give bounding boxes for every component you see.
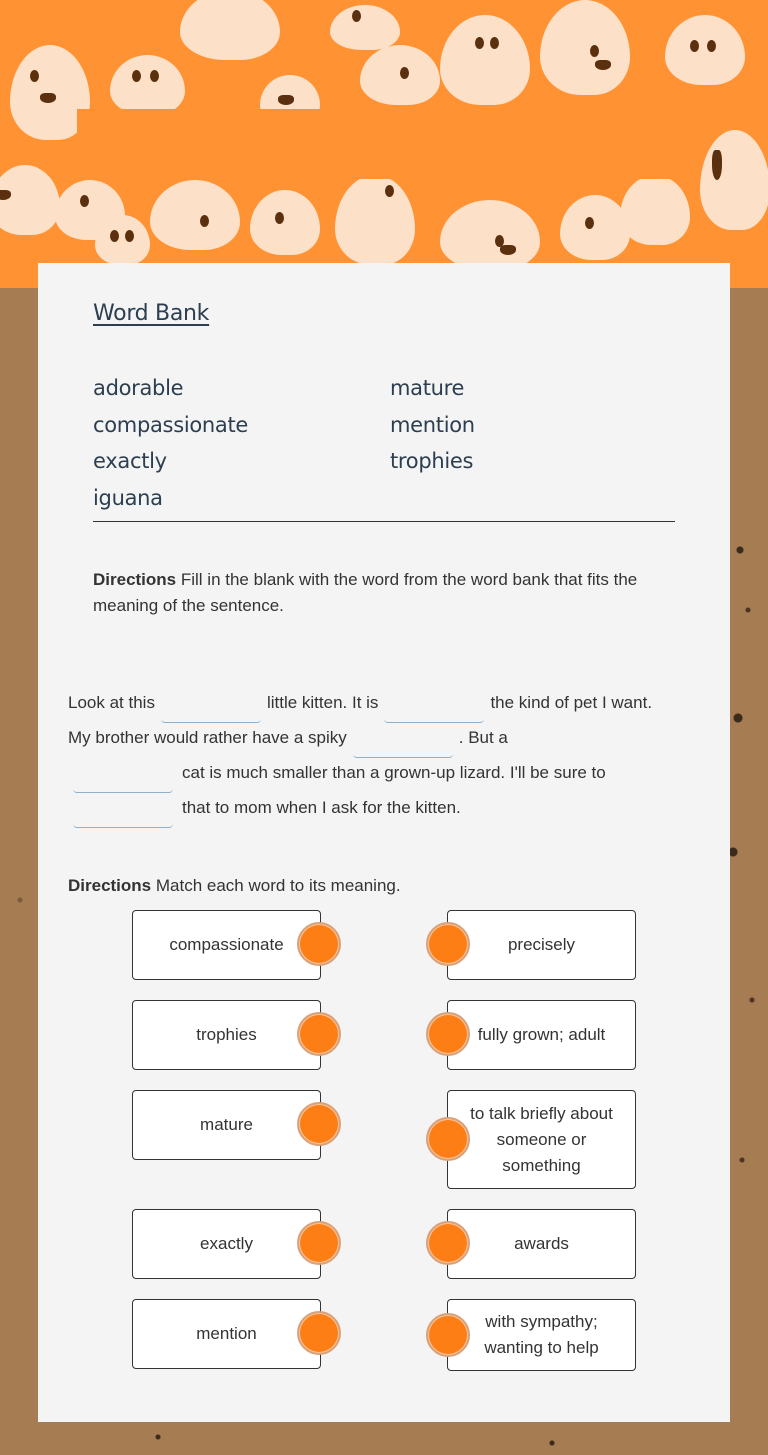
ghost-icon <box>360 45 440 105</box>
ghost-icon <box>150 180 240 250</box>
match-connector-dot[interactable] <box>297 1221 341 1265</box>
word-bank-item: adorable <box>93 376 184 400</box>
passage-text: little kitten. It is <box>266 693 379 712</box>
ghost-icon <box>540 0 630 95</box>
matching-directions <box>68 873 668 899</box>
ghost-icon <box>560 195 630 260</box>
directions-label: Directions <box>93 570 177 589</box>
blank-input-2[interactable] <box>384 701 484 723</box>
match-word-box[interactable] <box>132 910 321 980</box>
match-connector-dot[interactable] <box>297 1012 341 1056</box>
match-word-box[interactable] <box>132 1090 321 1160</box>
match-meaning: precisely <box>507 935 576 954</box>
match-word: mention <box>196 1324 257 1343</box>
word-bank-item: mature <box>390 376 465 400</box>
match-connector-dot[interactable] <box>297 1102 341 1146</box>
match-connector-dot[interactable] <box>426 1221 470 1265</box>
directions-text: Match each word to its meaning. <box>151 876 401 895</box>
match-connector-dot[interactable] <box>297 922 341 966</box>
directions-label: Directions <box>68 876 152 895</box>
match-meaning-box[interactable] <box>447 1209 636 1279</box>
match-meaning: awards <box>514 1234 569 1253</box>
match-meaning-box[interactable] <box>447 1299 636 1371</box>
ghost-icon <box>620 175 690 245</box>
word-bank-item: trophies <box>390 449 474 473</box>
blank-input-1[interactable] <box>161 701 261 723</box>
match-word-box[interactable] <box>132 1000 321 1070</box>
worksheet-title-box <box>77 109 691 179</box>
word-bank-item: exactly <box>93 449 167 473</box>
match-connector-dot[interactable] <box>297 1311 341 1355</box>
word-bank-divider <box>93 521 675 522</box>
match-meaning-box[interactable] <box>447 1090 636 1189</box>
ghost-icon <box>95 215 150 265</box>
worksheet-card <box>38 263 730 1422</box>
passage-text: the kind of pet I want. My brother would rather have a spiky <box>68 693 653 747</box>
match-meaning-box[interactable] <box>447 910 636 980</box>
match-meaning: with sympathy; wanting to help <box>484 1312 599 1357</box>
directions-text: Fill in the blank with the word from the word bank that fits the meaning of the sentence. <box>93 570 638 615</box>
passage-text: that to mom when I ask for the kitten. <box>182 798 461 817</box>
match-connector-dot[interactable] <box>426 1313 470 1357</box>
ghost-icon <box>110 55 185 115</box>
header-banner <box>0 0 768 288</box>
passage-text: . But a <box>458 728 508 747</box>
blank-input-4[interactable] <box>73 771 173 793</box>
match-word: trophies <box>196 1025 257 1044</box>
match-word: compassionate <box>169 935 284 954</box>
word-bank-title: Word Bank <box>93 301 210 326</box>
match-meaning: to talk briefly about someone or something <box>470 1103 613 1175</box>
ghost-icon <box>250 190 320 255</box>
ghost-icon <box>700 130 768 230</box>
match-word: exactly <box>200 1234 253 1253</box>
word-bank-item: iguana <box>93 485 163 510</box>
fill-in-passage <box>68 688 668 828</box>
match-meaning-box[interactable] <box>447 1000 636 1070</box>
word-bank-list <box>93 374 675 520</box>
match-word: mature <box>200 1115 253 1134</box>
ghost-icon <box>440 200 540 270</box>
ghost-icon <box>335 175 415 265</box>
blank-input-3[interactable] <box>353 736 453 758</box>
ghost-icon <box>330 5 400 50</box>
match-connector-dot[interactable] <box>426 1117 470 1161</box>
fill-in-directions <box>93 567 693 619</box>
match-connector-dot[interactable] <box>426 1012 470 1056</box>
word-bank-item: mention <box>390 412 475 437</box>
ghost-icon <box>180 0 280 60</box>
match-meaning: fully grown; adult <box>477 1025 606 1044</box>
match-connector-dot[interactable] <box>426 922 470 966</box>
ghost-icon <box>0 165 60 235</box>
match-word-box[interactable] <box>132 1299 321 1369</box>
ghost-icon <box>440 15 530 105</box>
blank-input-5[interactable] <box>73 806 173 828</box>
passage-text: Look at this <box>68 693 155 712</box>
word-bank-item: compassionate <box>93 412 249 437</box>
match-word-box[interactable] <box>132 1209 321 1279</box>
passage-text: cat is much smaller than a grown-up lizard. I'll be sure to <box>182 763 606 782</box>
ghost-icon <box>665 15 745 85</box>
